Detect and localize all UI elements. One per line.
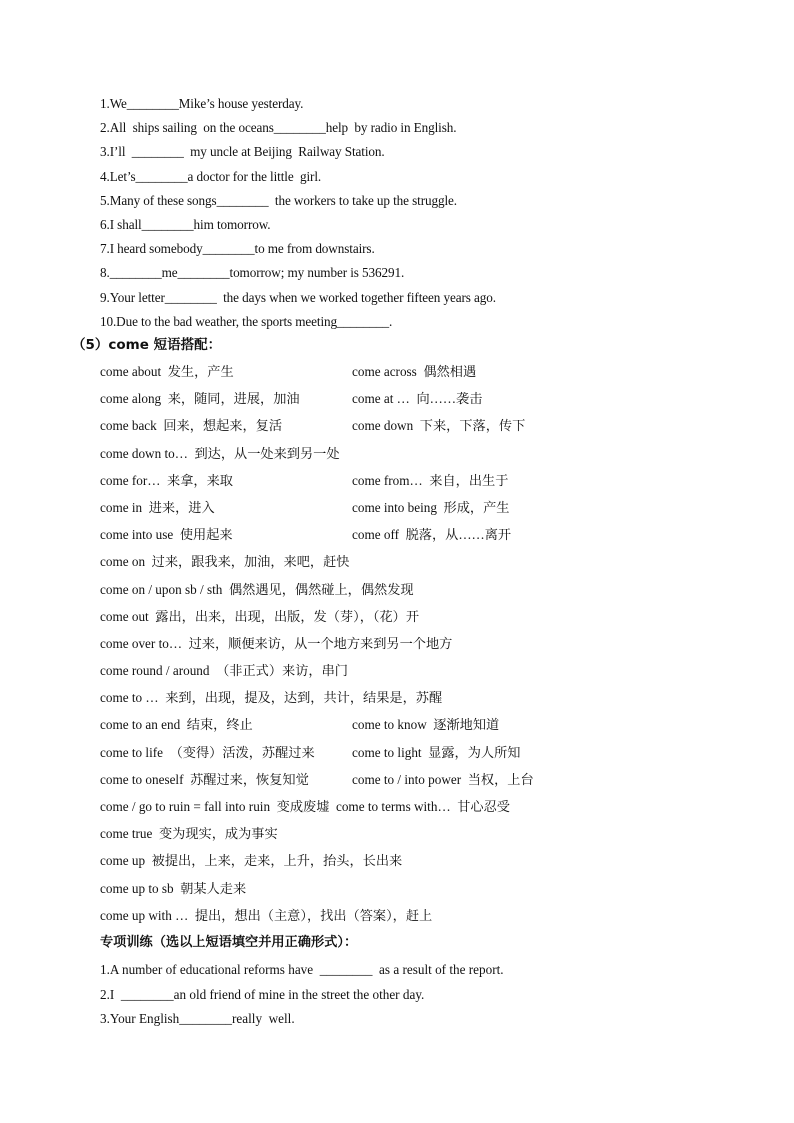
phrase-left: come back 回来，想起来，复活	[100, 418, 283, 434]
phrase-row	[100, 711, 700, 738]
phrase-right: come down 下来，下落，传下	[352, 418, 526, 434]
phrase-left: come to life （变得）活泼，苏醒过来	[100, 744, 315, 760]
phrase-row	[100, 630, 700, 657]
phrase-right: come into being 形成，产生	[352, 499, 510, 515]
phrase-row	[100, 847, 700, 874]
phrase-row	[100, 820, 700, 847]
phrase-left: come up 被提出，上来，走来，上升，抬头，长出来	[100, 853, 403, 869]
phrase-right: come across 偶然相遇	[352, 364, 477, 379]
phrase-left: come round / around （非正式）来访，串门	[100, 663, 348, 679]
phrase-row	[100, 603, 700, 630]
exercise-item: 3.I’ll ________ my uncle at Beijing Railway Station.	[100, 144, 385, 160]
phrase-row	[100, 467, 700, 494]
exercise-item: 8.________me________tomorrow; my number is 536291.	[100, 265, 405, 281]
phrase-right: come to know 逐渐地知道	[352, 717, 500, 733]
phrase-right: come to light 显露，为人所知	[352, 744, 521, 760]
practice-item: 1.A number of educational reforms have ________ as a result of the report.	[100, 962, 504, 977]
phrase-row	[100, 412, 700, 439]
phrase-row	[100, 576, 700, 603]
phrase-left: come into use 使用起来	[100, 527, 233, 543]
exercise-item: 7.I heard somebody________to me from downstairs.	[100, 241, 375, 257]
phrase-row	[100, 875, 700, 902]
phrase-row	[100, 766, 700, 793]
exercise-item: 6.I shall________him tomorrow.	[100, 216, 271, 232]
phrase-list	[100, 358, 700, 929]
phrase-left: come in 进来，进入	[100, 499, 215, 515]
practice-item: 2.I ________an old friend of mine in the street the other day.	[100, 986, 425, 1002]
phrase-row	[100, 548, 700, 575]
phrase-left: come to an end 结束，终止	[100, 717, 253, 733]
phrase-left: come / go to ruin = fall into ruin 变成废墟 come to terms with… 甘心忍受	[100, 799, 510, 814]
phrase-right: come to / into power 当权，上台	[352, 771, 534, 787]
phrase-left: come out 露出，出来，出现，出版，发（芽），（花）开	[100, 608, 420, 624]
section-heading: （5）come 短语搭配：	[72, 337, 222, 353]
phrase-row	[100, 657, 700, 684]
phrase-row	[100, 440, 700, 467]
phrase-row	[100, 521, 700, 548]
phrase-left: come to oneself 苏醒过来，恢复知觉	[100, 771, 309, 787]
exercise-item: 10.Due to the bad weather, the sports meeting________.	[100, 313, 393, 329]
phrase-row	[100, 385, 700, 412]
phrase-left: come up to sb 朝某人走来	[100, 880, 247, 896]
exercise-item: 4.Let’s________a doctor for the little girl.	[100, 168, 322, 184]
phrase-left: come along 来，随同，进展，加油	[100, 391, 300, 407]
phrase-row	[100, 494, 700, 521]
practice-list	[100, 958, 740, 1032]
phrase-left: come down to… 到达，从一处来到另一处	[100, 445, 340, 461]
phrase-right: come at … 向……袭击	[352, 391, 483, 407]
phrase-row	[100, 684, 700, 711]
phrase-left: come up with … 提出，想出（主意），找出（答案），赶上	[100, 907, 433, 923]
phrase-left: come on 过来，跟我来，加油，来吧，赶快	[100, 554, 350, 570]
exercise-item: 5.Many of these songs________ the workers to take up the struggle.	[100, 192, 457, 208]
phrase-row	[100, 902, 700, 929]
phrase-left: come on / upon sb / sth 偶然遇见，偶然碰上，偶然发现	[100, 581, 414, 597]
phrase-row	[100, 793, 700, 820]
exercise-item: 9.Your letter________ the days when we worked together fifteen years ago.	[100, 289, 496, 305]
phrase-right: come from… 来自，出生于	[352, 472, 509, 488]
phrase-left: come over to… 过来，顺便来访，从一个地方来到另一个地方	[100, 635, 453, 651]
exercise-item: 1.We________Mike’s house yesterday.	[100, 96, 304, 111]
phrase-left: come about 发生，产生	[100, 364, 234, 379]
phrase-left: come true 变为现实，成为事实	[100, 826, 278, 842]
phrase-row	[100, 358, 700, 385]
phrase-row	[100, 739, 700, 766]
phrase-left: come to … 来到，出现，提及，达到，共计，结果是，苏醒	[100, 690, 443, 706]
practice-item: 3.Your English________really well.	[100, 1011, 295, 1026]
phrase-left: come for… 来拿，来取	[100, 472, 233, 488]
phrase-right: come off 脱落，从……离开	[352, 527, 512, 543]
exercise-item: 2.All ships sailing on the oceans________help by radio in English.	[100, 120, 457, 136]
exercise-list	[100, 92, 740, 334]
practice-heading: 专项训练（选以上短语填空并用正确形式）：	[100, 935, 358, 950]
